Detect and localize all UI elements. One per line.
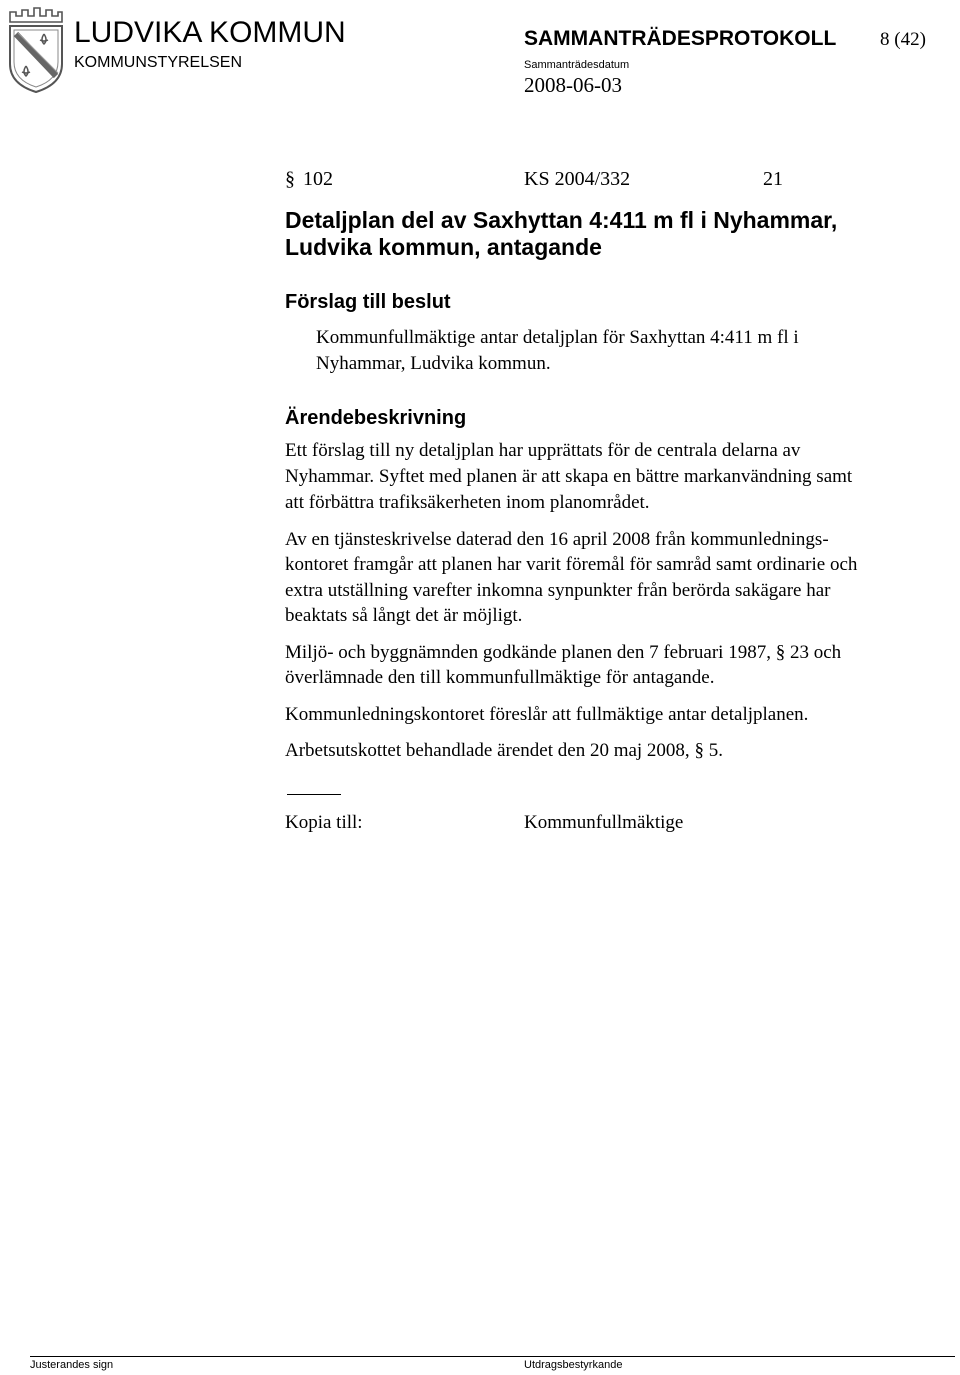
description-text: 23 och	[789, 642, 842, 663]
paragraph-symbol: §	[694, 740, 704, 761]
copy-to-label: Kopia till:	[285, 812, 363, 833]
description-line: Kommunledningskontoret föreslår att fullmäktige antar detaljplanen.	[285, 704, 809, 725]
adjuster-signature-label: Justerandes sign	[30, 1359, 114, 1371]
paragraph-symbol: §	[285, 168, 295, 190]
description-line	[285, 738, 723, 763]
description-text: Arbetsutskottet behandlade ärendet den 20 maj 2008,	[285, 740, 690, 761]
description-text: Miljö- och byggnämnden godkände planen den 7 februari 1987,	[285, 642, 771, 663]
description-line	[285, 640, 841, 665]
municipal-coat-of-arms-logo	[4, 4, 64, 94]
case-reference: 21	[763, 168, 783, 190]
page-number: 8 (42)	[880, 29, 926, 50]
description-text: 5.	[708, 740, 723, 761]
proposal-line: Nyhammar, Ludvika kommun.	[316, 353, 551, 374]
description-line: kontoret framgår att planen har varit föremål för samråd samt ordinarie och	[285, 554, 858, 575]
description-line: att förbättra trafiksäkerheten inom planområdet.	[285, 492, 650, 513]
description-line: beaktats så långt det är möjligt.	[285, 605, 523, 626]
document-title: SAMMANTRÄDESPROTOKOLL	[524, 27, 837, 50]
description-line: extra utställning varefter inkomna synpunkter från berörda sakägare har	[285, 580, 831, 601]
footer-rule	[30, 1356, 955, 1357]
description-line: överlämnade den till kommunfullmäktige för antagande.	[285, 667, 715, 688]
description-line: Av en tjänsteskrivelse daterad den 16 april 2008 från kommunlednings-	[285, 529, 829, 550]
extract-certification-label: Utdragsbestyrkande	[524, 1359, 623, 1371]
case-id: KS 2004/332	[524, 168, 631, 190]
proposal-heading: Förslag till beslut	[285, 291, 451, 313]
organization-unit: KOMMUNSTYRELSEN	[74, 54, 243, 71]
organization-name: LUDVIKA KOMMUN	[74, 16, 346, 49]
separator-rule	[287, 794, 341, 795]
paragraph-number: 102	[303, 168, 333, 190]
meeting-date-label: Sammanträdesdatum	[524, 59, 630, 71]
proposal-line: Kommunfullmäktige antar detaljplan för Saxhyttan 4:411 m fl i	[316, 327, 799, 348]
copy-to-recipient: Kommunfullmäktige	[524, 812, 684, 833]
paragraph-symbol: §	[775, 642, 786, 663]
description-line: Nyhammar. Syftet med planen är att skapa en bättre markanvändning samt	[285, 466, 853, 487]
description-heading: Ärendebeskrivning	[285, 407, 467, 429]
description-line: Ett förslag till ny detaljplan har upprättats för de centrala delarna av	[285, 440, 801, 461]
item-title-line-2: Ludvika kommun, antagande	[285, 234, 602, 260]
item-title-line-1: Detaljplan del av Saxhyttan 4:411 m fl i Nyhammar,	[285, 207, 838, 233]
meeting-date: 2008-06-03	[524, 73, 622, 97]
